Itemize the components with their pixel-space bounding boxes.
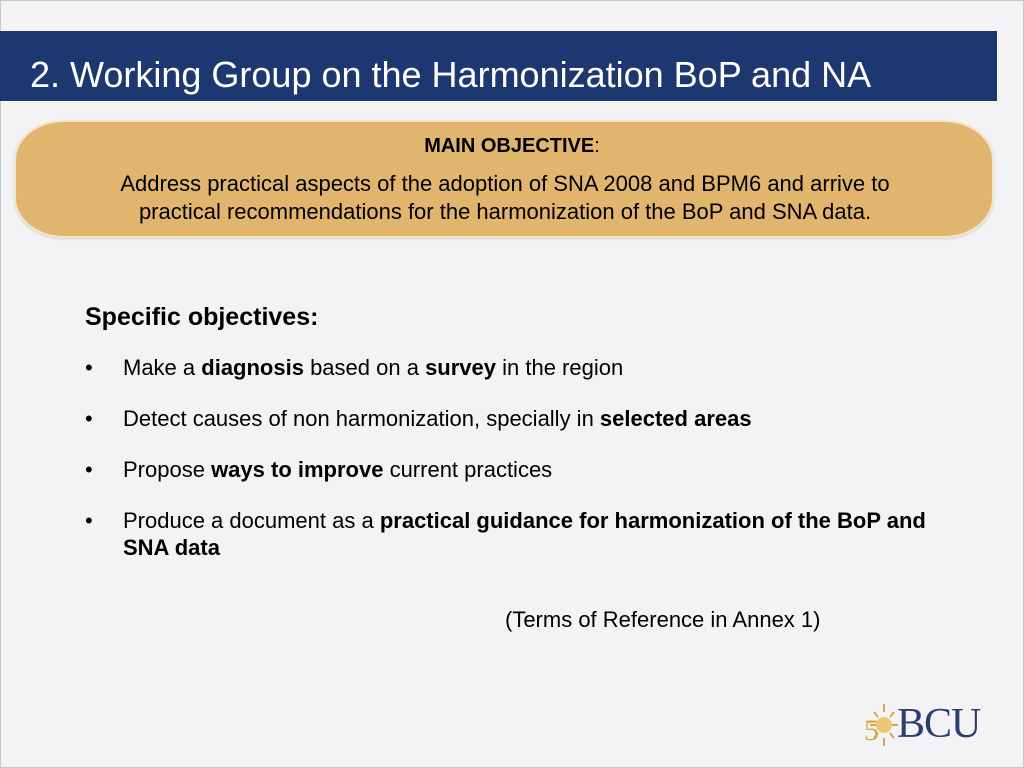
main-objective-text xyxy=(40,170,970,226)
bullet-text xyxy=(123,354,965,381)
bullet-text-part: in the region xyxy=(496,355,624,380)
bullet-text-part: Propose xyxy=(123,457,212,482)
bullet-dot: • xyxy=(85,406,93,431)
main-objective-line-2: practical recommendations for the harmonization of the BoP and SNA data. xyxy=(138,199,872,224)
bullet-text-bold: practical guidance for harmonization of the BoP and SNA data xyxy=(123,508,926,560)
specific-objectives-heading: Specific objectives: xyxy=(85,303,319,331)
bullet-dot: • xyxy=(85,457,93,482)
objective-bullet-2 xyxy=(85,405,965,432)
bullet-text-part: current practices xyxy=(383,457,553,482)
objective-bullet-4 xyxy=(85,507,965,561)
bullet-text-part: Detect causes of non harmonization, specially in xyxy=(123,406,600,431)
main-objective-line-1: Address practical aspects of the adoption of SNA 2008 and BPM6 and arrive to xyxy=(120,171,890,196)
logo-text: BCU xyxy=(897,701,981,747)
bullet-text xyxy=(123,405,965,432)
bullet-dot: • xyxy=(85,508,93,533)
bullet-text-part: based on a xyxy=(303,355,426,380)
logo-numeral: 5 xyxy=(864,714,879,747)
main-objective-colon: : xyxy=(594,135,600,157)
bullet-text-bold: survey xyxy=(425,355,497,380)
bullet-text-bold: ways to improve xyxy=(211,457,384,482)
slide-title: 2. Working Group on the Harmonization BoP and NA xyxy=(30,54,872,95)
objective-bullet-1 xyxy=(85,354,965,381)
terms-of-reference-note: (Terms of Reference in Annex 1) xyxy=(505,607,821,632)
objective-bullet-3 xyxy=(85,456,965,483)
bullet-text xyxy=(123,507,965,561)
main-objective-heading xyxy=(0,134,1024,158)
bullet-text-part: Produce a document as a xyxy=(123,508,380,533)
main-objective-label: MAIN OBJECTIVE xyxy=(424,135,595,157)
bullet-text xyxy=(123,456,965,483)
bullet-dot: • xyxy=(85,355,93,380)
bullet-text-bold: diagnosis xyxy=(201,355,304,380)
bullet-text-bold: selected areas xyxy=(599,406,752,431)
bullet-text-part: Make a xyxy=(123,355,202,380)
